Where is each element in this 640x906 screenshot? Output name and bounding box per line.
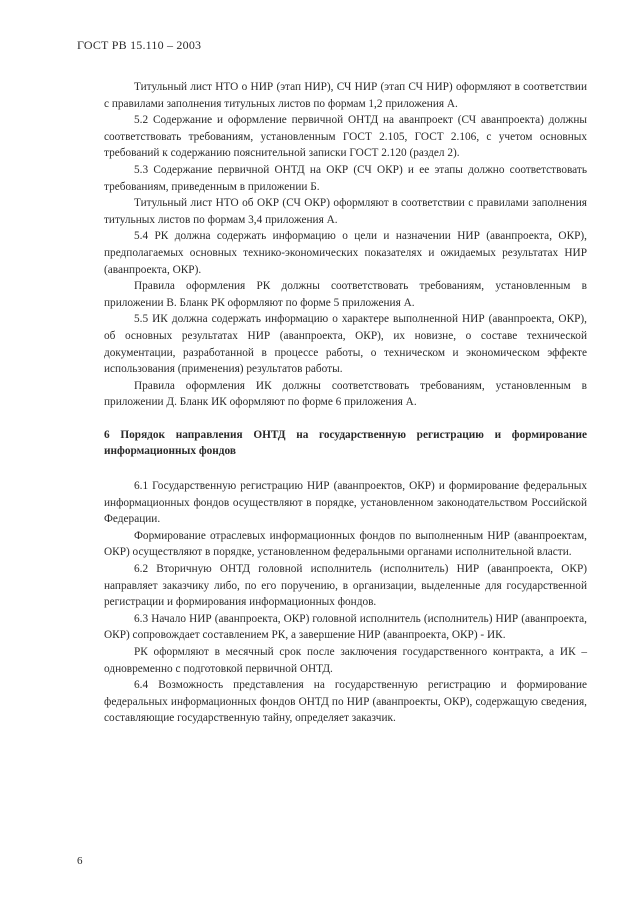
page-number: 6 — [77, 855, 83, 867]
document-header: ГОСТ РВ 15.110 – 2003 — [77, 38, 202, 52]
paragraph: 5.2 Содержание и оформление первичной ОНТД на аванпроект (СЧ аванпроекта) должны соответствовать требованиям, установленным ГОСТ 2.105, ГОСТ 2.106, с учетом основных требований к содержанию пояснительной записки ГОСТ 2.120 (раздел 2). — [104, 114, 587, 160]
paragraph: 6.2 Вторичную ОНТД головной исполнитель (исполнитель) НИР (аванпроекта, ОКР) направляет заказчику либо, по его поручению, в организации, выделенные для государственной регистрации и формирования информационных фондов. — [104, 563, 587, 609]
paragraph: 6.3 Начало НИР (аванпроекта, ОКР) головной исполнитель (исполнитель) НИР (аванпроекта, ОКР) сопровождает составлением РК, а завершение НИР (аванпроекта, ОКР) - ИК. — [104, 612, 587, 642]
paragraph: Титульный лист НТО о НИР (этап НИР), СЧ НИР (этап СЧ НИР) оформляют в соответствии с правилами заполнения титульных листов по формам 1,2 приложения А. — [104, 81, 587, 110]
paragraph: 6.4 Возможность представления на государственную регистрацию и формирование федеральных информационных фондов ОНТД по НИР (аванпроекты, ОКР), содержащую сведения, составляющие государственную тайну, определяет заказчик. — [104, 679, 587, 725]
paragraph: Формирование отраслевых информационных фондов по выполненным НИР (аванпроектам, ОКР) осуществляют в порядке, установленном федеральными органами исполнительной власти. — [104, 529, 587, 559]
paragraph: РК оформляют в месячный срок после заключения государственного контракта, а ИК – одновременно с подготовкой первичной ОНТД. — [104, 646, 587, 675]
paragraph: Правила оформления ИК должны соответствовать требованиям, установленным в приложении Д. Бланк ИК оформляют по форме 6 приложения А. — [104, 379, 587, 409]
paragraph: 5.4 РК должна содержать информацию о цели и назначении НИР (аванпроекта, ОКР), предполагаемых основных технико-экономических показателях и ожидаемых результатах НИР (аванпроекта, ОКР). — [104, 230, 587, 276]
section-heading: 6 Порядок направления ОНТД на государственную регистрацию и формирование информационных фондов — [104, 428, 587, 458]
paragraph: Титульный лист НТО об ОКР (СЧ ОКР) оформляют в соответствии с правилами заполнения титульных листов по формам 3,4 приложения А. — [104, 197, 587, 226]
paragraph: 6.1 Государственную регистрацию НИР (аванпроектов, ОКР) и формирование федеральных информационных фондов осуществляют в порядке, установленном законодательством Российской Федерации. — [104, 480, 587, 526]
paragraph: Правила оформления РК должны соответствовать требованиям, установленным в приложении В. Бланк РК оформляют по форме 5 приложения А. — [104, 280, 587, 309]
document-body — [104, 79, 587, 727]
paragraph: 5.3 Содержание первичной ОНТД на ОКР (СЧ ОКР) и ее этапы должно соответствовать требованиям, приведенным в приложении Б. — [104, 163, 587, 193]
paragraph: 5.5 ИК должна содержать информацию о характере выполненной НИР (аванпроекта, ОКР), об основных результатах НИР (аванпроекта, ОКР), их новизне, о составе технической документации, разработанной в процессе работы, о техническом и экономическом эффекте использования (применения) результатов работы. — [104, 313, 587, 376]
